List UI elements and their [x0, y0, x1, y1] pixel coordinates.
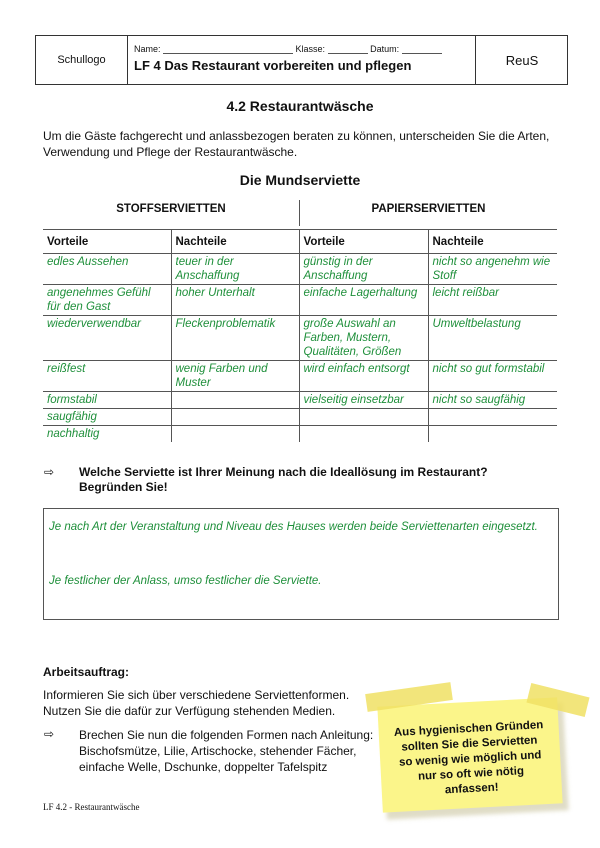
table-row: [43, 392, 557, 409]
table-cell: große Auswahl an Farben, Mustern, Qualitäten, Größen: [299, 316, 428, 361]
table-cell: nachhaltig: [47, 428, 100, 440]
sticky-note: [377, 697, 562, 812]
table-cell: [299, 409, 428, 426]
table-row: [43, 409, 557, 426]
task-fold-list: Brechen Sie nun die folgenden Formen nach Anleitung: Bischofsmütze, Lilie, Artischocke, stehender Fächer, einfache Welle, Dschunke, doppelter Tafelspitz: [79, 728, 374, 774]
table-cell: saugfähig: [43, 409, 171, 426]
table-header-row: [43, 230, 557, 254]
subtitle: Die Mundserviette: [239, 172, 361, 188]
table-cell: edles Aussehen: [43, 254, 171, 285]
table-cell: nicht so angenehm wie Stoff: [428, 254, 557, 285]
class-field[interactable]: [328, 44, 368, 54]
table-cell: teuer in der Anschaffung: [171, 254, 299, 285]
table-cell: Umweltbelastung: [428, 316, 557, 361]
arrow-right-icon: ⇨: [44, 727, 55, 741]
table-row: [43, 285, 557, 316]
table-cell: [171, 409, 299, 426]
document-header: [35, 35, 568, 85]
answer-paragraph-1: Je nach Art der Veranstaltung und Niveau des Hauses werden beide Serviettenarten eingesetzt.: [49, 521, 538, 533]
group-heading-paper: PAPIERSERVIETTEN: [371, 203, 486, 215]
date-field[interactable]: [402, 44, 442, 54]
column-header: Vorteile: [43, 230, 171, 254]
table-cell: [428, 409, 557, 426]
column-header: Nachteile: [428, 230, 557, 254]
table-cell: wird einfach entsorgt: [299, 361, 428, 392]
table-cell: nicht so saugfähig: [428, 392, 557, 409]
table-cell: leicht reißbar: [428, 285, 557, 316]
group-heading-cloth: STOFFSERVIETTEN: [116, 203, 226, 215]
header-course-code: ReuS: [475, 36, 568, 84]
table-cell: wiederverwendbar: [43, 316, 171, 361]
table-cell: wenig Farben und Muster: [171, 361, 299, 392]
date-label: Datum:: [370, 44, 400, 54]
table-cell: reißfest: [43, 361, 171, 392]
name-label: Name:: [134, 44, 161, 54]
header-fields: [134, 44, 442, 54]
table-cell: günstig in der Anschaffung: [299, 254, 428, 285]
table-cell: vielseitig einsetzbar: [299, 392, 428, 409]
table-cell: hoher Unterhalt: [171, 285, 299, 316]
section-title: 4.2 Restaurantwäsche: [226, 98, 374, 114]
answer-paragraph-2: Je festlicher der Anlass, umso festlicher die Serviette.: [49, 575, 322, 587]
table-row: [43, 316, 557, 361]
arrow-right-icon: ⇨: [44, 465, 55, 479]
table-cell: formstabil: [43, 392, 171, 409]
name-field[interactable]: [163, 44, 293, 54]
header-info: [128, 36, 474, 84]
school-logo-placeholder: Schullogo: [36, 36, 128, 84]
table-row: [43, 426, 557, 443]
table-cell: [428, 426, 557, 443]
table-cell: einfache Lagerhaltung: [299, 285, 428, 316]
table-row: [43, 361, 557, 392]
task-heading: Arbeitsauftrag:: [43, 665, 130, 679]
header-title: LF 4 Das Restaurant vorbereiten und pflegen: [134, 58, 412, 73]
table-row: [43, 254, 557, 285]
column-header: Vorteile: [299, 230, 428, 254]
column-header: Nachteile: [171, 230, 299, 254]
task-text: Informieren Sie sich über verschiedene Serviettenformen. Nutzen Sie die dafür zur Verfügung stehenden Medien.: [43, 688, 350, 718]
table-cell: [299, 426, 428, 443]
intro-text: Um die Gäste fachgerecht und anlassbezogen beraten zu können, unterscheiden Sie die Arten, Verwendung und Pflege der Restaurantwäsche.: [43, 129, 550, 159]
napkin-comparison-table: [43, 229, 557, 442]
table-cell: [171, 392, 299, 409]
page-footer: LF 4.2 - Restaurantwäsche: [43, 802, 140, 812]
class-label: Klasse:: [295, 44, 326, 54]
question-text: Welche Serviette ist Ihrer Meinung nach die Ideallösung im Restaurant? Begründen Sie!: [79, 465, 488, 494]
table-cell: angenehmes Gefühl für den Gast: [43, 285, 171, 316]
table-cell: nicht so gut formstabil: [428, 361, 557, 392]
sticky-note-text: Aus hygienischen Gründen sollten Sie die Servietten so wenig wie möglich und nur so oft wie nötig anfassen!: [393, 718, 544, 796]
table-cell: [171, 426, 299, 443]
table-cell: Fleckenproblematik: [171, 316, 299, 361]
